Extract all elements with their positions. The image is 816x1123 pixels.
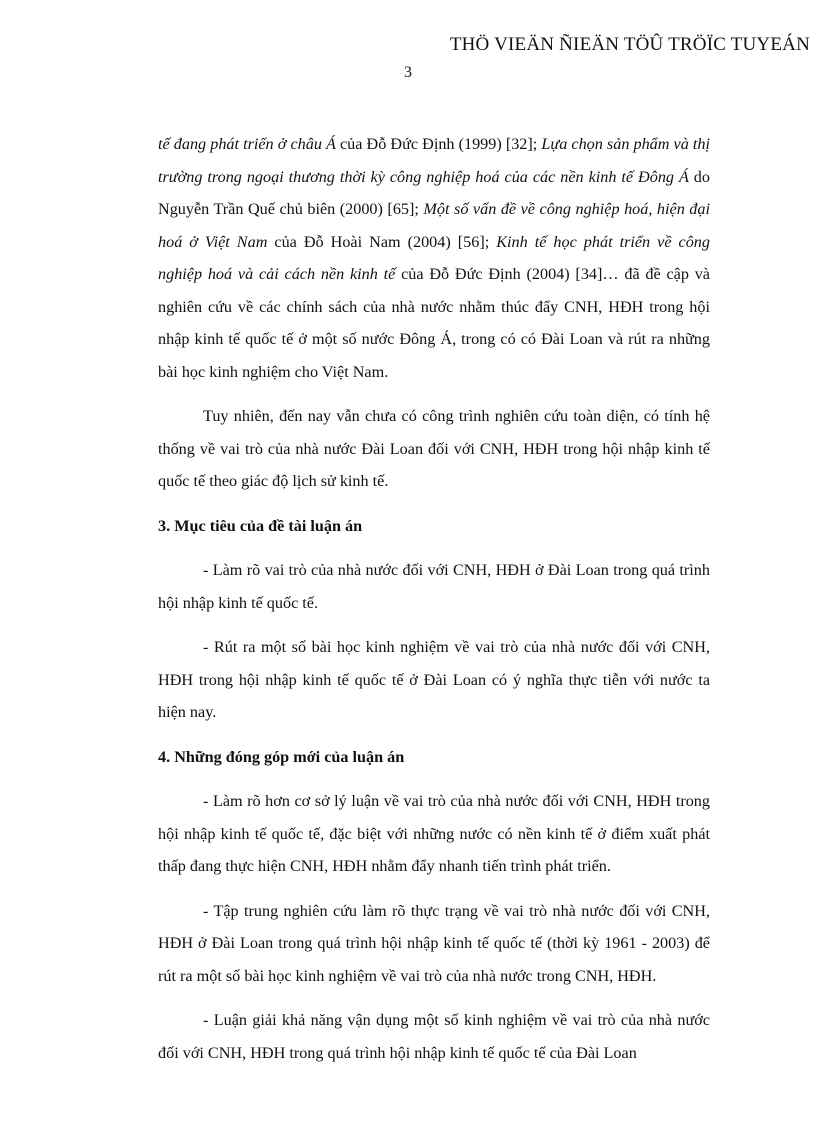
document-body bbox=[158, 128, 710, 1081]
citation-title: Một số vấn đề về công nghiệp hoá, hiện đại hoá ở Việt Nam bbox=[158, 200, 710, 251]
objective-item: - Làm rõ vai trò của nhà nước đối với CNH, HĐH ở Đài Loan trong quá trình hội nhập kinh tế quốc tế. bbox=[158, 561, 710, 612]
citation-text: của Đỗ Đức Định (1999) [32]; bbox=[335, 135, 542, 153]
paragraph-research-gap: Tuy nhiên, đến nay vẫn chưa có công trình nghiên cứu toàn diện, có tính hệ thống về vai trò của nhà nước Đài Loan đối với CNH, HĐH trong hội nhập kinh tế quốc tế theo giác độ lịch sử kinh tế. bbox=[158, 407, 710, 490]
citation-text: của Đỗ Hoài Nam (2004) [56]; bbox=[267, 232, 497, 251]
section-heading-objectives: 3. Mục tiêu của đề tài luận án bbox=[158, 516, 363, 535]
citation-text: của Đỗ Đức Định (2004) [34]… đã đề cập và nghiên cứu về các chính sách của nhà nước nhằm thúc đẩy CNH, HĐH trong hội nhập kinh tế quốc tế ở một số nước Đông Á, trong có có Đài Loan và rút ra những bài học kinh nghiệm cho Việt Nam. bbox=[158, 265, 710, 381]
page-number: 3 bbox=[404, 64, 412, 81]
paragraph-literature-review bbox=[158, 128, 710, 388]
citation-title: Kinh tế học phát triển về công nghiệp hoá và cải cách nền kinh tế bbox=[158, 232, 710, 283]
library-watermark: THÖ VIEÄN ÑIEÄN TÖÛ TRÖÏC TUYEÁN bbox=[449, 34, 810, 55]
objective-item: - Rút ra một số bài học kinh nghiệm về vai trò của nhà nước đối với CNH, HĐH trong hội nhập kinh tế quốc tế ở Đài Loan có ý nghĩa thực tiễn với nước ta hiện nay. bbox=[158, 638, 710, 721]
contribution-item: - Làm rõ hơn cơ sở lý luận về vai trò của nhà nước đối với CNH, HĐH trong hội nhập kinh tế quốc tế, đặc biệt với những nước có nền kinh tế ở điểm xuất phát thấp đang thực hiện CNH, HĐH nhằm đẩy nhanh tiến trình phát triển. bbox=[158, 792, 710, 875]
section-heading-contributions: 4. Những đóng góp mới của luận án bbox=[158, 747, 405, 766]
citation-title: tế đang phát triển ở châu Á bbox=[158, 135, 336, 153]
citation-title: Lựa chọn sản phẩm và thị trường trong ngoại thương thời kỳ công nghiệp hoá của các nền kinh tế Đông Á bbox=[158, 135, 710, 186]
contribution-item: - Tập trung nghiên cứu làm rõ thực trạng về vai trò nhà nước đối với CNH, HĐH ở Đài Loan trong quá trình hội nhập kinh tế quốc tế (thời kỳ 1961 - 2003) để rút ra một số bài học kinh nghiệm về vai trò của nhà nước trong CNH, HĐH. bbox=[158, 901, 710, 985]
citation-text: do Nguyễn Trần Quế chủ biên (2000) [65]; bbox=[158, 167, 710, 218]
contribution-item: - Luận giải khả năng vận dụng một số kinh nghiệm về vai trò của nhà nước đối với CNH, HĐH trong quá trình hội nhập kinh tế quốc tế của Đài Loan bbox=[158, 1011, 710, 1062]
